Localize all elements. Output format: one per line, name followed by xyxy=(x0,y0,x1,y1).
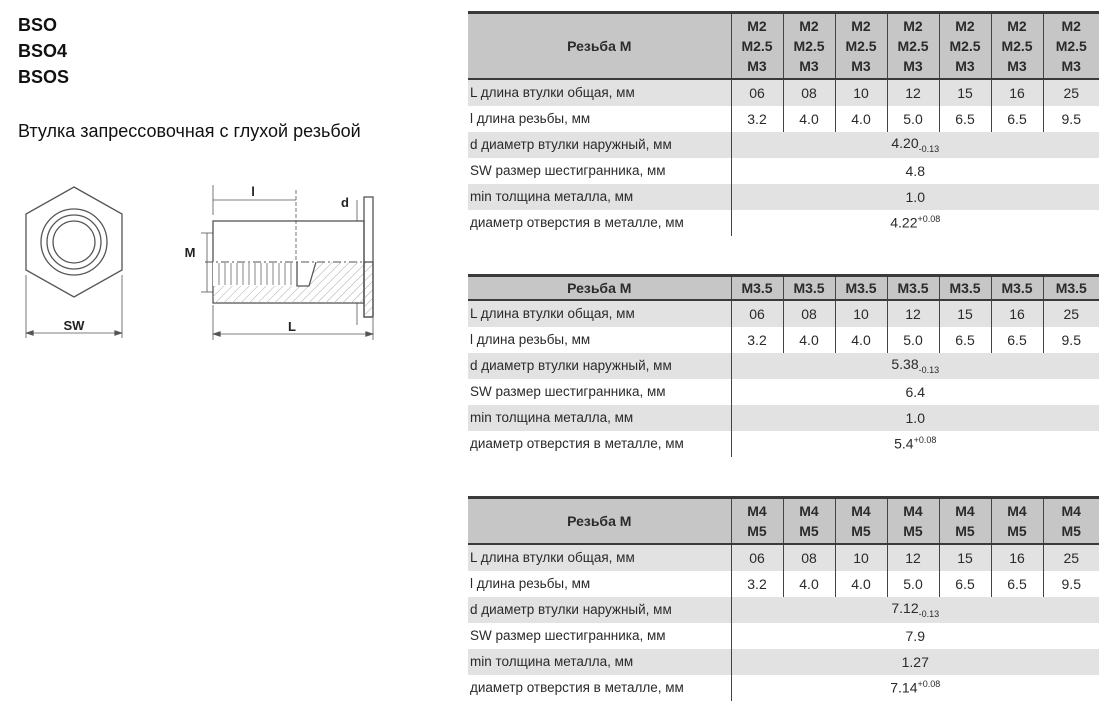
header-thread-sizes: M4 M5 xyxy=(731,498,783,544)
header-thread-sizes: M4 M5 xyxy=(835,498,887,544)
d-label: d xyxy=(341,195,349,210)
cell: 6.5 xyxy=(991,571,1043,597)
header-thread-sizes: M3.5 xyxy=(783,276,835,300)
cell: 10 xyxy=(835,544,887,571)
cell: 08 xyxy=(783,300,835,327)
cell: 25 xyxy=(1043,544,1099,571)
cell: 16 xyxy=(991,544,1043,571)
header-thread-sizes: M2 M2.5 M3 xyxy=(783,13,835,79)
header-thread-sizes: M2 M2.5 M3 xyxy=(939,13,991,79)
cell: 16 xyxy=(991,79,1043,106)
row-label: l длина резьбы, мм xyxy=(468,571,731,597)
table-row xyxy=(468,379,1099,405)
table-row xyxy=(468,544,1099,571)
cell: 08 xyxy=(783,79,835,106)
spec-table-m3-5 xyxy=(468,274,1099,457)
product-description: Втулка запрессовочная с глухой резьбой xyxy=(18,121,361,141)
table-row xyxy=(468,597,1099,623)
row-label: min толщина металла, мм xyxy=(468,184,731,210)
header-thread-sizes: M3.5 xyxy=(991,276,1043,300)
cell: 4.0 xyxy=(783,106,835,132)
span-value: 4.8 xyxy=(731,158,1099,184)
table-row xyxy=(468,184,1099,210)
cell: 06 xyxy=(731,544,783,571)
span-value: 7.9 xyxy=(731,623,1099,649)
cell: 25 xyxy=(1043,79,1099,106)
row-label: L длина втулки общая, мм xyxy=(468,544,731,571)
cell: 5.0 xyxy=(887,327,939,353)
product-codes xyxy=(18,12,69,90)
span-value: 1.27 xyxy=(731,649,1099,675)
product-code: BSO xyxy=(18,15,58,35)
row-label: SW размер шестигранника, мм xyxy=(468,158,731,184)
row-label: l длина резьбы, мм xyxy=(468,106,731,132)
cell: 06 xyxy=(731,300,783,327)
row-label: SW размер шестигранника, мм xyxy=(468,623,731,649)
table-row xyxy=(468,649,1099,675)
row-label: l длина резьбы, мм xyxy=(468,327,731,353)
header-thread-sizes: M2 M2.5 M3 xyxy=(887,13,939,79)
hex-front-view xyxy=(26,187,122,338)
cell: 15 xyxy=(939,300,991,327)
header-thread-sizes: M3.5 xyxy=(939,276,991,300)
header-thread-label: Резьба M xyxy=(468,498,731,544)
cell: 10 xyxy=(835,79,887,106)
span-value: 1.0 xyxy=(731,405,1099,431)
row-label: L длина втулки общая, мм xyxy=(468,300,731,327)
cell: 6.5 xyxy=(991,106,1043,132)
table-row xyxy=(468,353,1099,379)
cell: 15 xyxy=(939,79,991,106)
header-thread-sizes: M3.5 xyxy=(835,276,887,300)
table-row xyxy=(468,405,1099,431)
header-thread-sizes: M3.5 xyxy=(731,276,783,300)
span-value: 1.0 xyxy=(731,184,1099,210)
table-row xyxy=(468,675,1099,701)
span-value: $4.20_{-0.13}$ xyxy=(731,132,1099,158)
product-code: BSO4 xyxy=(18,41,68,61)
cell: 6.5 xyxy=(939,327,991,353)
l-thread-label: l xyxy=(251,184,255,199)
cell: 3.2 xyxy=(731,106,783,132)
cell: 4.0 xyxy=(783,327,835,353)
sw-label: SW xyxy=(63,318,85,333)
header-thread-sizes: M3.5 xyxy=(887,276,939,300)
table-row xyxy=(468,132,1099,158)
table-row xyxy=(468,431,1099,457)
cell: 4.0 xyxy=(835,327,887,353)
cell: 5.0 xyxy=(887,106,939,132)
table-row xyxy=(468,79,1099,106)
l-total-label: L xyxy=(288,319,296,334)
header-thread-sizes: M2 M2.5 M3 xyxy=(731,13,783,79)
cell: 9.5 xyxy=(1043,106,1099,132)
table-row xyxy=(468,106,1099,132)
spec-table-m4-m5 xyxy=(468,496,1099,701)
header-thread-sizes: M2 M2.5 M3 xyxy=(1043,13,1099,79)
cell: 4.0 xyxy=(783,571,835,597)
row-label: min толщина металла, мм xyxy=(468,405,731,431)
cell: 12 xyxy=(887,300,939,327)
row-label: диаметр отверстия в металле, мм xyxy=(468,675,731,701)
cell: 3.2 xyxy=(731,327,783,353)
span-value: $7.14^{+0.08}$ xyxy=(731,675,1099,701)
row-label: d диаметр втулки наружный, мм xyxy=(468,132,731,158)
cell: 16 xyxy=(991,300,1043,327)
header-thread-label: Резьба M xyxy=(468,13,731,79)
cell: 9.5 xyxy=(1043,327,1099,353)
table-row xyxy=(468,210,1099,236)
cell: 10 xyxy=(835,300,887,327)
span-value: $5.4^{+0.08}$ xyxy=(731,431,1099,457)
cell: 12 xyxy=(887,544,939,571)
m-label: M xyxy=(184,245,196,260)
row-label: min толщина металла, мм xyxy=(468,649,731,675)
header-thread-sizes: M4 M5 xyxy=(991,498,1043,544)
header-thread-sizes: M4 M5 xyxy=(1043,498,1099,544)
cell: 25 xyxy=(1043,300,1099,327)
span-value: $4.22^{+0.08}$ xyxy=(731,210,1099,236)
header-thread-sizes: M4 M5 xyxy=(939,498,991,544)
row-label: диаметр отверстия в металле, мм xyxy=(468,210,731,236)
product-code: BSOS xyxy=(18,67,70,87)
cell: 9.5 xyxy=(1043,571,1099,597)
cell: 4.0 xyxy=(835,571,887,597)
table-row xyxy=(468,300,1099,327)
header-thread-sizes: M2 M2.5 M3 xyxy=(835,13,887,79)
cell: 6.5 xyxy=(991,327,1043,353)
cell: 4.0 xyxy=(835,106,887,132)
row-label: d диаметр втулки наружный, мм xyxy=(468,597,731,623)
span-value: $5.38_{-0.13}$ xyxy=(731,353,1099,379)
row-label: L длина втулки общая, мм xyxy=(468,79,731,106)
header-thread-sizes: M2 M2.5 M3 xyxy=(991,13,1043,79)
cell: 5.0 xyxy=(887,571,939,597)
side-section-view xyxy=(201,185,376,340)
table-row xyxy=(468,623,1099,649)
cell: 15 xyxy=(939,544,991,571)
cell: 06 xyxy=(731,79,783,106)
spec-table-m2-m3 xyxy=(468,11,1099,236)
header-thread-sizes: M3.5 xyxy=(1043,276,1099,300)
cell: 12 xyxy=(887,79,939,106)
span-value: 6.4 xyxy=(731,379,1099,405)
row-label: d диаметр втулки наружный, мм xyxy=(468,353,731,379)
cell: 6.5 xyxy=(939,571,991,597)
row-label: диаметр отверстия в металле, мм xyxy=(468,431,731,457)
table-row xyxy=(468,327,1099,353)
header-thread-label: Резьба M xyxy=(468,276,731,300)
span-value: $7.12_{-0.13}$ xyxy=(731,597,1099,623)
cell: 3.2 xyxy=(731,571,783,597)
header-thread-sizes: M4 M5 xyxy=(887,498,939,544)
table-row xyxy=(468,571,1099,597)
cell: 6.5 xyxy=(939,106,991,132)
table-row xyxy=(468,158,1099,184)
row-label: SW размер шестигранника, мм xyxy=(468,379,731,405)
technical-drawing xyxy=(0,170,420,340)
header-thread-sizes: M4 M5 xyxy=(783,498,835,544)
cell: 08 xyxy=(783,544,835,571)
